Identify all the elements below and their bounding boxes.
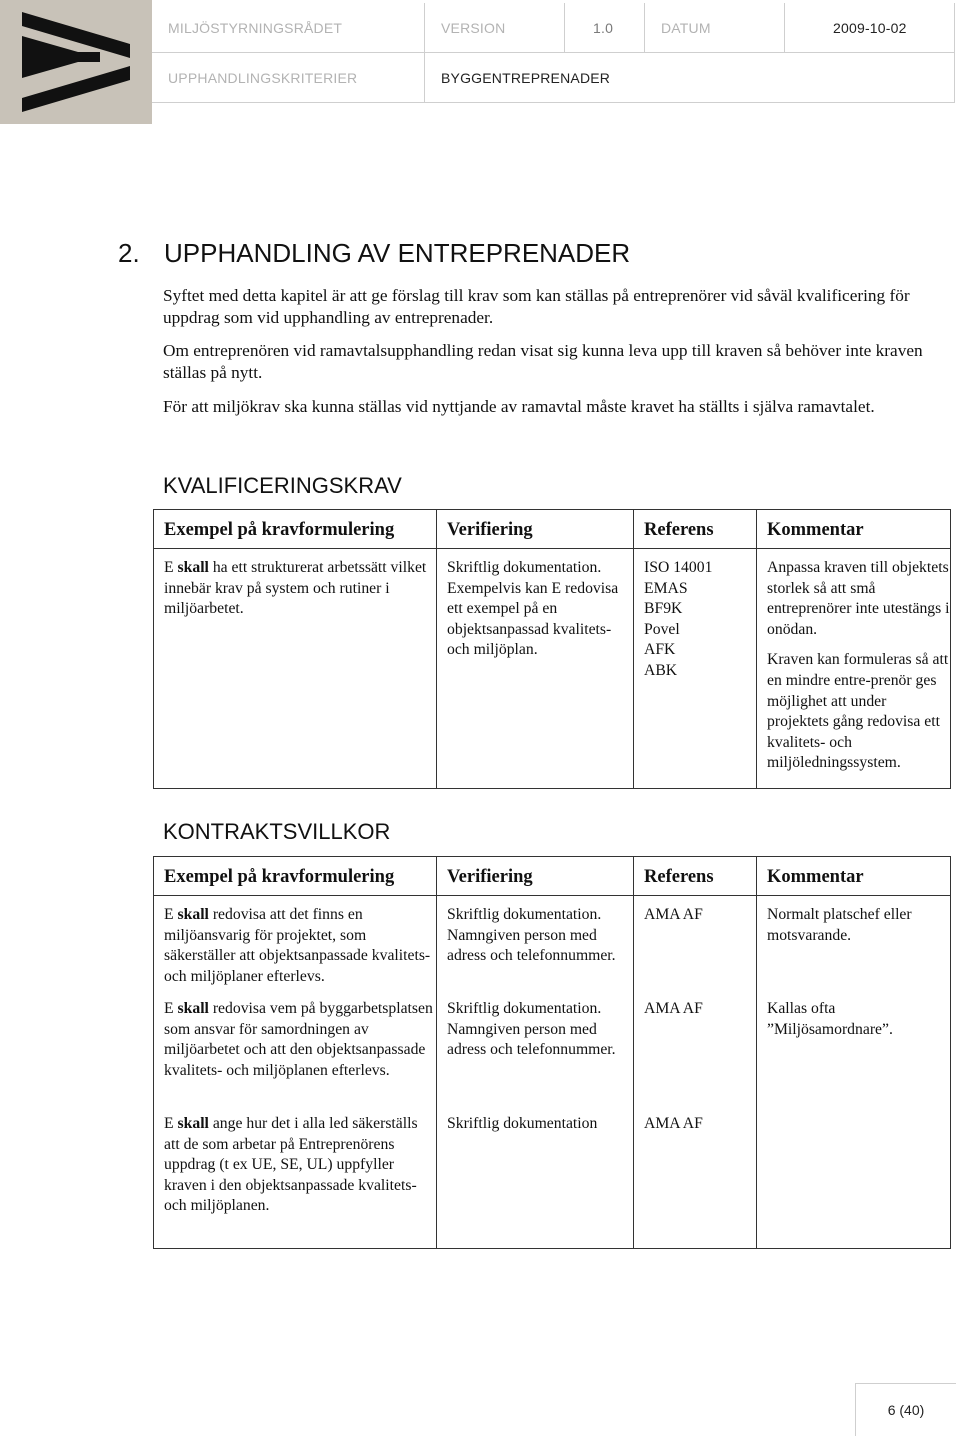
date-value: 2009-10-02 xyxy=(785,3,955,53)
col-header-verification: Verifiering xyxy=(437,857,634,896)
reference-cell xyxy=(634,549,757,789)
requirement-cell: E skall redovisa att det finns en miljöansvarig för projektet, som säkerställer att objektsanpassade kvalitets- och miljöplaner efterlevs. xyxy=(154,896,437,992)
reference-cell: AMA AF xyxy=(634,896,757,992)
intro-paragraph-3: För att miljökrav ska kunna ställas vid nyttjande av ramavtal måste kravet ha ställts i själva ramavtalet. xyxy=(163,397,875,416)
verification-cell: Skriftlig dokumentation. Namngiven person med adress och telefonnummer. xyxy=(437,991,634,1106)
section-heading xyxy=(118,238,630,269)
reference-item: ISO 14001 xyxy=(644,559,713,576)
version-label: VERSION xyxy=(425,3,565,53)
col-header-comment: Kommentar xyxy=(757,857,951,896)
intro-paragraph-2: Om entreprenören vid ramavtalsupphandling redan visat sig kunna leva upp till kraven så behöver inte kraven ställas på nytt. xyxy=(163,341,923,382)
col-header-reference: Referens xyxy=(634,510,757,549)
reference-item: EMAS xyxy=(644,579,688,597)
contract-table xyxy=(153,856,951,1249)
comment-text: Anpassa kraven till objektets storlek så att små entreprenörer inte utestängs i onödan. xyxy=(767,559,950,638)
col-header-requirement: Exempel på kravformulering xyxy=(154,857,437,896)
requirement-cell: E skall ha ett strukturerat arbetssätt vilket innebär krav på system och rutiner i miljöarbetet. xyxy=(154,549,437,789)
comment-cell xyxy=(757,1106,951,1249)
table-header-row xyxy=(154,857,951,896)
table-header-row xyxy=(154,510,951,549)
qualification-heading: KVALIFICERINGSKRAV xyxy=(163,473,402,498)
requirement-cell: E skall ange hur det i alla led säkerställs att de som arbetar på Entreprenörens uppdrag (t ex UE, SE, UL) uppfyller kraven i den objektsanpassade kvalitets- och miljöplanen. xyxy=(154,1106,437,1249)
section-title: UPPHANDLING AV ENTREPRENADER xyxy=(164,238,631,268)
logo-icon xyxy=(0,0,152,124)
comment-cell: Normalt platschef eller motsvarande. xyxy=(757,896,951,992)
verification-cell: Skriftlig dokumentation. Exempelvis kan E redovisa ett exempel på en objektsanpassad kvalitets- och miljöplan. xyxy=(437,549,634,789)
page-number: 6 (40) xyxy=(855,1383,956,1436)
table-row xyxy=(154,991,951,1106)
col-header-requirement: Exempel på kravformulering xyxy=(154,510,437,549)
reference-cell: AMA AF xyxy=(634,1106,757,1249)
contract-heading: KONTRAKTSVILLKOR xyxy=(163,819,391,844)
table-row xyxy=(154,549,951,789)
requirement-cell: E skall redovisa vem på byggarbetsplatsen som ansvar för samordningen av miljöarbetet och att den objektsanpassade kvalitets- och miljöplanen efterlevs. xyxy=(154,991,437,1106)
doc-subject: BYGGENTREPRENADER xyxy=(425,53,955,103)
verification-cell: Skriftlig dokumentation xyxy=(437,1106,634,1249)
organization-logo xyxy=(0,0,152,124)
col-header-verification: Verifiering xyxy=(437,510,634,549)
date-label: DATUM xyxy=(645,3,785,53)
intro-paragraph-1: Syftet med detta kapitel är att ge förslag till krav som kan ställas på entreprenörer vid såväl kvalificering för uppdrag som vid upphandling av entreprenader. xyxy=(163,286,910,327)
comment-text: Kraven kan formuleras så att en mindre entre-prenör ges möjlighet att under projektets gång redovisa ett kvalitets- och miljöledningssystem. xyxy=(767,651,949,772)
table-row xyxy=(154,1106,951,1249)
col-header-comment: Kommentar xyxy=(757,510,951,549)
document-header xyxy=(0,0,960,124)
qualification-table xyxy=(153,509,951,789)
org-name: MILJÖSTYRNINGSRÅDET xyxy=(152,3,425,53)
doc-type: UPPHANDLINGSKRITERIER xyxy=(152,53,425,103)
reference-cell: AMA AF xyxy=(634,991,757,1106)
reference-item: Povel xyxy=(644,620,680,638)
verification-cell: Skriftlig dokumentation. Namngiven person med adress och telefonnummer. xyxy=(437,896,634,992)
reference-item: ABK xyxy=(644,661,678,679)
reference-item: AFK xyxy=(644,641,676,659)
comment-cell: Kallas ofta ”Miljösamordnare”. xyxy=(757,991,951,1106)
comment-cell xyxy=(757,549,951,789)
col-header-reference: Referens xyxy=(634,857,757,896)
table-row xyxy=(154,896,951,992)
reference-item: BF9K xyxy=(644,600,683,618)
version-value: 1.0 xyxy=(565,3,645,53)
section-number: 2. xyxy=(118,238,140,268)
